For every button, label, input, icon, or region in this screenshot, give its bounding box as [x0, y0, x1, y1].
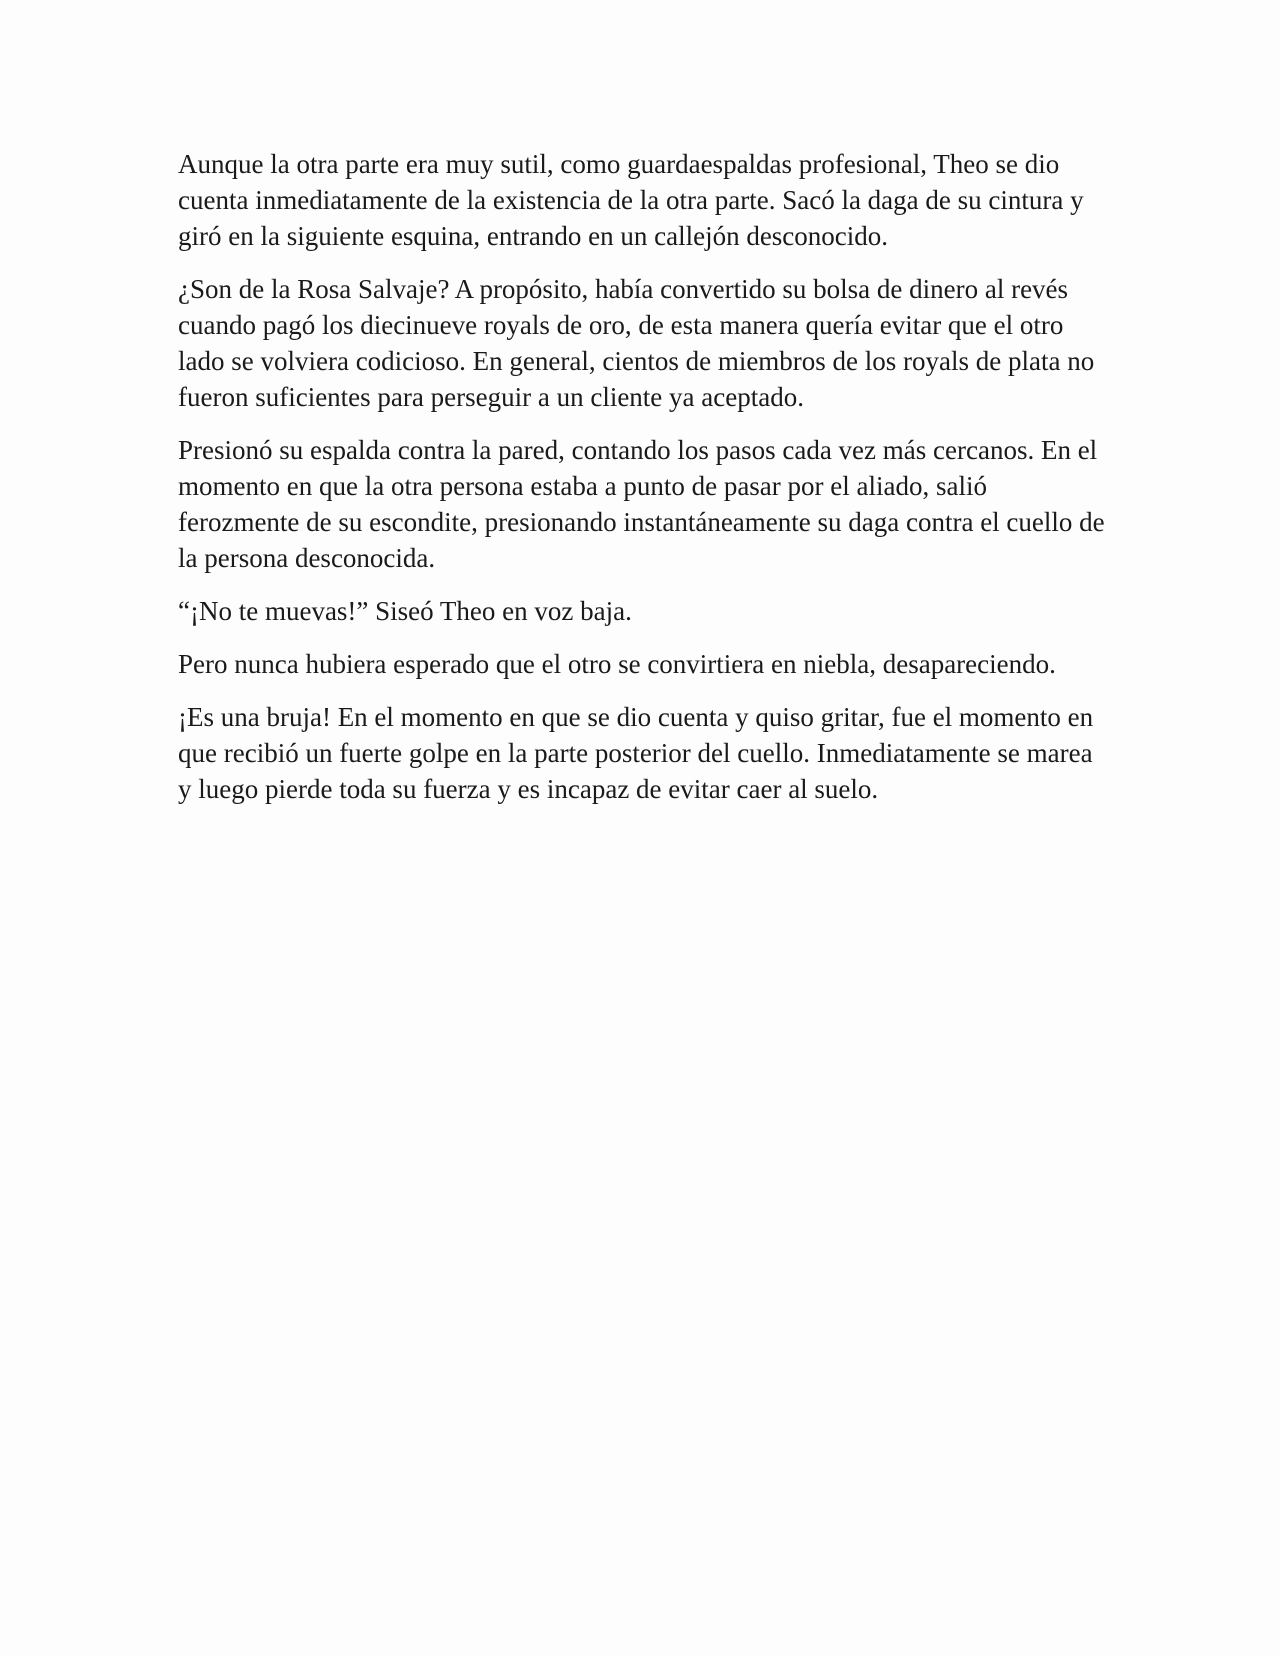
paragraph: Pero nunca hubiera esperado que el otro se convirtiera en niebla, desapareciendo. [178, 649, 1056, 679]
paragraph: ¡Es una bruja! En el momento en que se dio cuenta y quiso gritar, fue el momento en que recibió un fuerte golpe en la parte posterior del cuello. Inmediatamente se marea y luego pierde toda su fuerza y es incapaz de evitar caer al suelo. [178, 702, 1094, 804]
paragraph: Aunque la otra parte era muy sutil, como guardaespaldas profesional, Theo se dio cuenta inmediatamente de la existencia de la otra parte. Sacó la daga de su cintura y giró en la siguiente esquina, entrando en un callejón desconocido. [178, 149, 1084, 251]
paragraph: “¡No te muevas!” Siseó Theo en voz baja. [178, 596, 632, 626]
paragraph: ¿Son de la Rosa Salvaje? A propósito, había convertido su bolsa de dinero al revés cuando pagó los diecinueve royals de oro, de esta manera quería evitar que el otro lado se volviera codicioso. En general, cientos de miembros de los royals de plata no fueron suficientes para perseguir a un cliente ya aceptado. [178, 274, 1095, 412]
document-body [178, 146, 1108, 824]
paragraph: Presionó su espalda contra la pared, contando los pasos cada vez más cercanos. En el momento en que la otra persona estaba a punto de pasar por el aliado, salió ferozmente de su escondite, presionando instantáneamente su daga contra el cuello de la persona desconocida. [178, 435, 1105, 573]
